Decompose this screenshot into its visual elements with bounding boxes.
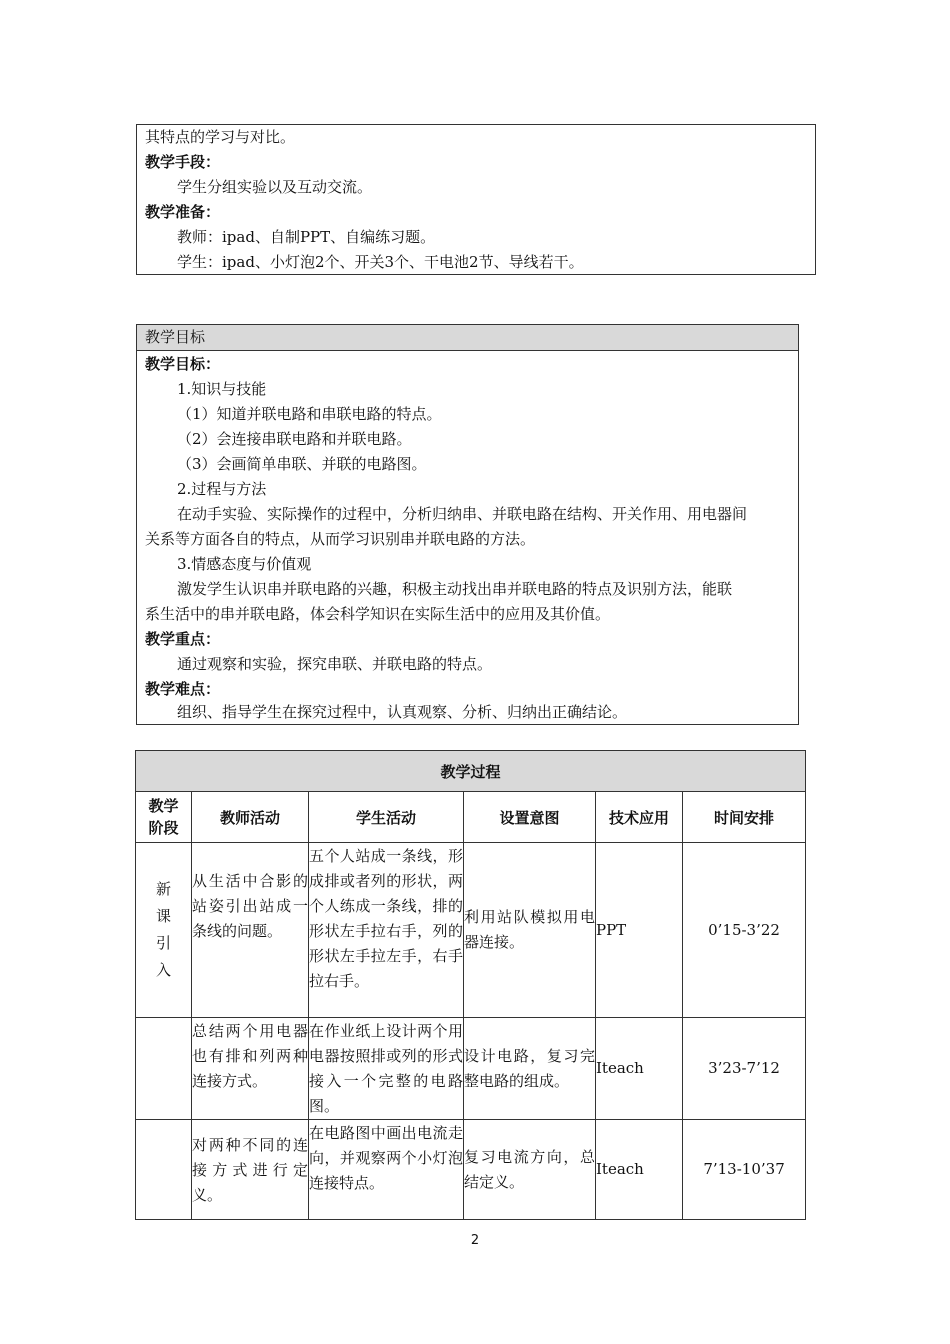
teaching-process-table: [135, 750, 806, 1220]
attitude-title: 3.情感态度与价值观: [177, 555, 312, 573]
row-stage: [136, 1120, 192, 1220]
row-time: 3’23-7’12: [683, 1018, 806, 1120]
knowledge-item-3: （3）会画简单串联、并联的电路图。: [177, 455, 427, 473]
row-intent: 设计电路，复习完整电路的组成。: [464, 1018, 596, 1120]
row-intent: 复习电流方向，总结定义。: [464, 1120, 596, 1220]
knowledge-title: 1.知识与技能: [177, 380, 267, 398]
row-student: 在作业纸上设计两个用电器按照排或列的形式接入一个完整的电路图。: [309, 1018, 464, 1120]
header-teacher-activity: 教师活动: [192, 792, 309, 843]
row-teacher: 从生活中合影的站姿引出站成一条线的问题。: [192, 843, 309, 1018]
row-student: 在电路图中画出电流走向，并观察两个小灯泡连接特点。: [309, 1120, 464, 1220]
row-time: 7’13-10’37: [683, 1120, 806, 1220]
difficulty-text: 组织、指导学生在探究过程中，认真观察、分析、归纳出正确结论。: [177, 703, 628, 721]
attitude-line-2: 系生活中的串并联电路，体会科学知识在实际生活中的应用及其价值。: [145, 605, 611, 623]
goals-heading: 教学目标：: [145, 355, 221, 373]
teaching-goals-box: [136, 324, 799, 725]
attitude-line-1: 激发学生认识串并联电路的兴趣，积极主动找出串并联电路的特点及识别方法，能联: [177, 580, 733, 598]
row-teacher: 对两种不同的连接方式进行定义。: [192, 1120, 309, 1220]
row-teacher: 总结两个用电器也有排和列两种连接方式。: [192, 1018, 309, 1120]
key-point-heading: 教学重点：: [145, 630, 221, 648]
prep-heading: 教学准备：: [145, 203, 221, 221]
continuation-text: 其特点的学习与对比。: [145, 128, 296, 146]
header-intent: 设置意图: [464, 792, 596, 843]
process-title: 2.过程与方法: [177, 480, 267, 498]
header-tech: 技术应用: [596, 792, 683, 843]
teaching-means-box: [136, 124, 816, 275]
process-line-1: 在动手实验、实际操作的过程中，分析归纳串、并联电路在结构、开关作用、用电器间: [177, 505, 748, 523]
row-stage: 新课引入: [156, 880, 172, 979]
table-row: [136, 843, 806, 1018]
row-tech: Iteach: [596, 1018, 683, 1120]
process-table-title: 教学过程: [136, 751, 806, 792]
difficulty-heading: 教学难点：: [145, 680, 221, 698]
row-time: 0’15-3’22: [683, 843, 806, 1018]
row-tech: Iteach: [596, 1120, 683, 1220]
goals-header: 教学目标: [137, 325, 798, 351]
process-line-2: 关系等方面各自的特点，从而学习识别串并联电路的方法。: [145, 530, 536, 548]
knowledge-item-1: （1）知道并联电路和串联电路的特点。: [177, 405, 442, 423]
header-time: 时间安排: [683, 792, 806, 843]
row-stage: [136, 1018, 192, 1120]
table-row: [136, 1018, 806, 1120]
header-student-activity: 学生活动: [309, 792, 464, 843]
prep-teacher: 教师：ipad、自制PPT、自编练习题。: [177, 228, 436, 246]
header-stage: 教学阶段: [136, 792, 192, 843]
row-tech: PPT: [596, 843, 683, 1018]
row-student: 五个人站成一条线，形成排或者列的形状，两个人练成一条线，排的形状左手拉右手，列的形状左手拉左手，右手拉右手。: [309, 843, 464, 1018]
means-text: 学生分组实验以及互动交流。: [177, 178, 373, 196]
prep-student: 学生：ipad、小灯泡2个、开关3个、干电池2节、导线若干。: [177, 253, 584, 271]
page-number: 2: [470, 1233, 480, 1248]
knowledge-item-2: （2）会连接串联电路和并联电路。: [177, 430, 412, 448]
key-point-text: 通过观察和实验，探究串联、并联电路的特点。: [177, 655, 493, 673]
table-row: [136, 1120, 806, 1220]
means-heading: 教学手段：: [145, 153, 221, 171]
row-intent: 利用站队模拟用电器连接。: [464, 843, 596, 1018]
